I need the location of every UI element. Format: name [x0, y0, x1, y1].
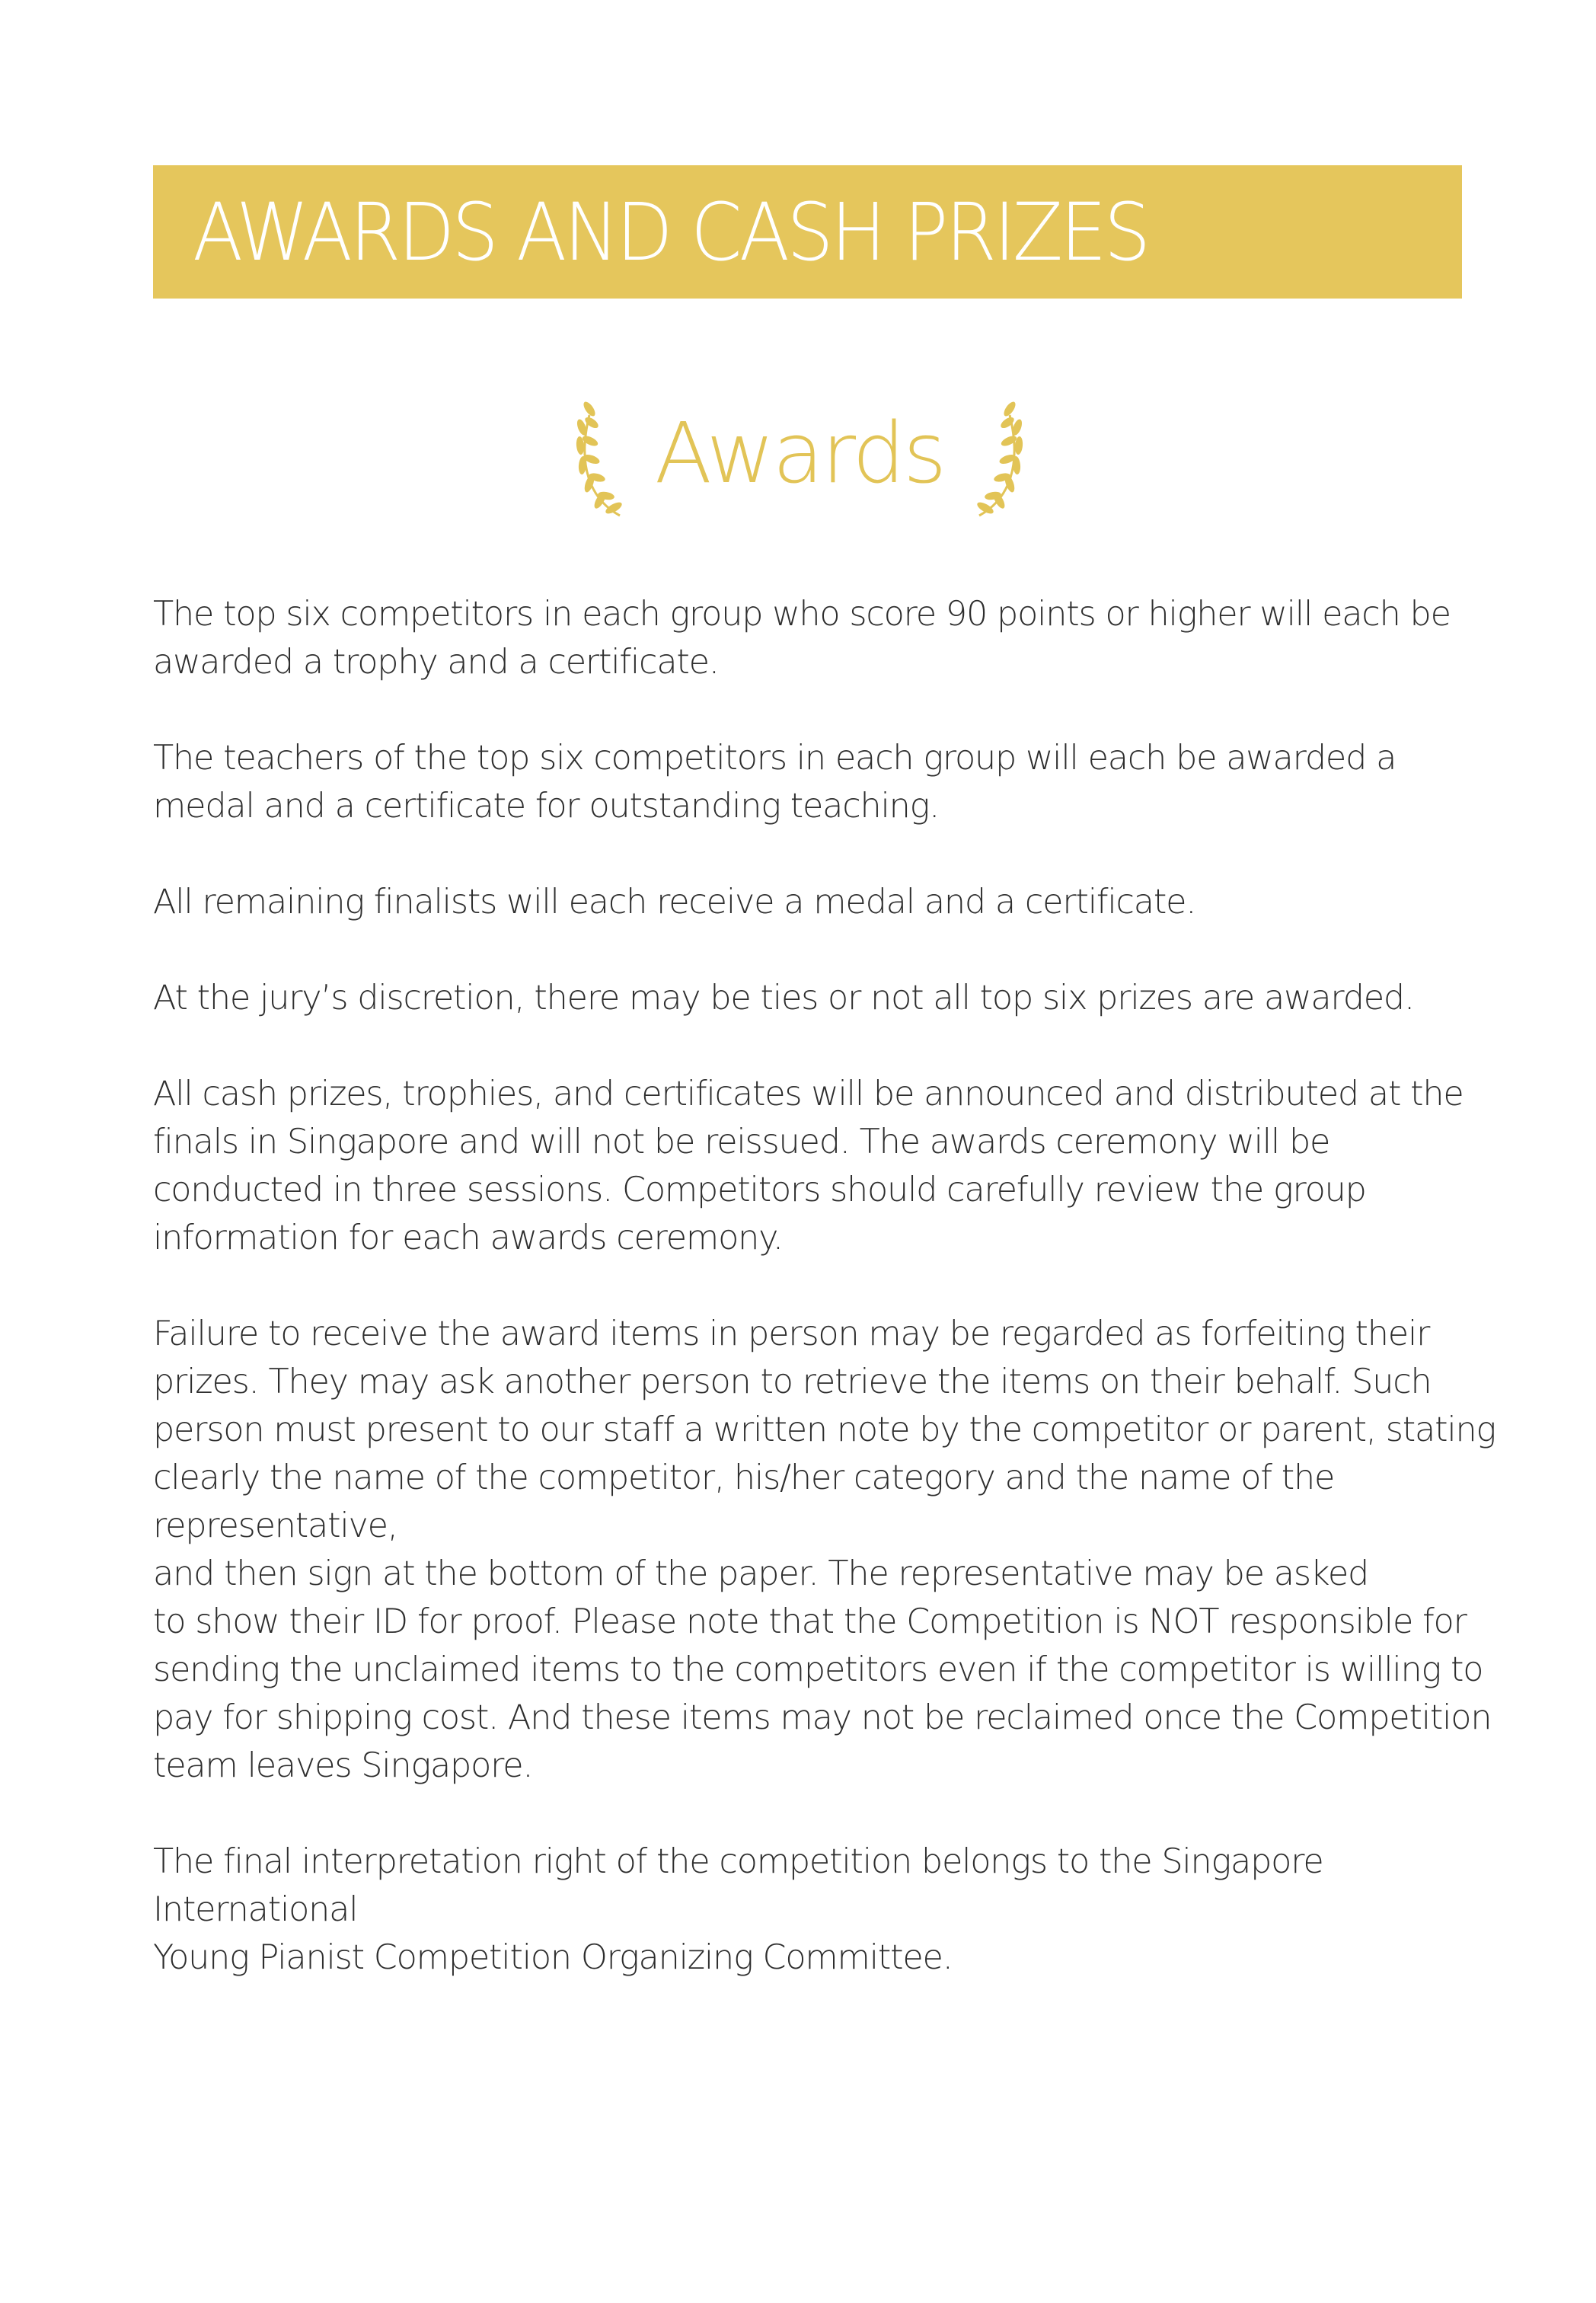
section-heading [563, 388, 1036, 525]
paragraph-collection-policy: Failure to receive the award items in person may be regarded as forfeiting their prizes. They may ask another person to retrieve the items on their behalf. Such person must present to our staff a written note by the competitor or parent, stating clearly the name of the competitor, his/her category and the name of the representative, and then sign at the bottom of the paper. The representative may be asked to show their ID for proof. Please note that the Competition is NOT responsible for sending the unclaimed items to the competitors even if the competitor is willing to pay for shipping cost. And these items may not be reclaimed once the Competition team leaves Singapore. [153, 1314, 1496, 1785]
body-text [153, 590, 1501, 2030]
laurel-right-icon [964, 392, 1033, 522]
section-title: Awards [654, 404, 945, 502]
paragraph-teacher-awards: The teachers of the top six competitors in each group will each be awarded a medal and a certificate for outstanding teaching. [153, 739, 1396, 826]
paragraph-finalists: All remaining finalists will each receive a medal and a certificate. [153, 883, 1196, 922]
paragraph-final-interpretation: The final interpretation right of the competition belongs to the Singapore International Young Pianist Competition Organizing Committee. [153, 1842, 1323, 1977]
laurel-left-icon [567, 392, 635, 522]
page-title: AWARDS AND CASH PRIZES [193, 185, 1148, 279]
paragraph-jury-discretion: At the jury’s discretion, there may be ties or not all top six prizes are awarded. [153, 979, 1414, 1017]
title-banner [153, 165, 1462, 299]
paragraph-awards-ceremony: All cash prizes, trophies, and certificates will be announced and distributed at the finals in Singapore and will not be reissued. The awards ceremony will be conducted in three sessions. Competitors should carefully review the group information for each awards ceremony. [153, 1075, 1464, 1257]
paragraph-top-six-awards: The top six competitors in each group who score 90 points or higher will each be awarded a trophy and a certificate. [153, 595, 1451, 682]
